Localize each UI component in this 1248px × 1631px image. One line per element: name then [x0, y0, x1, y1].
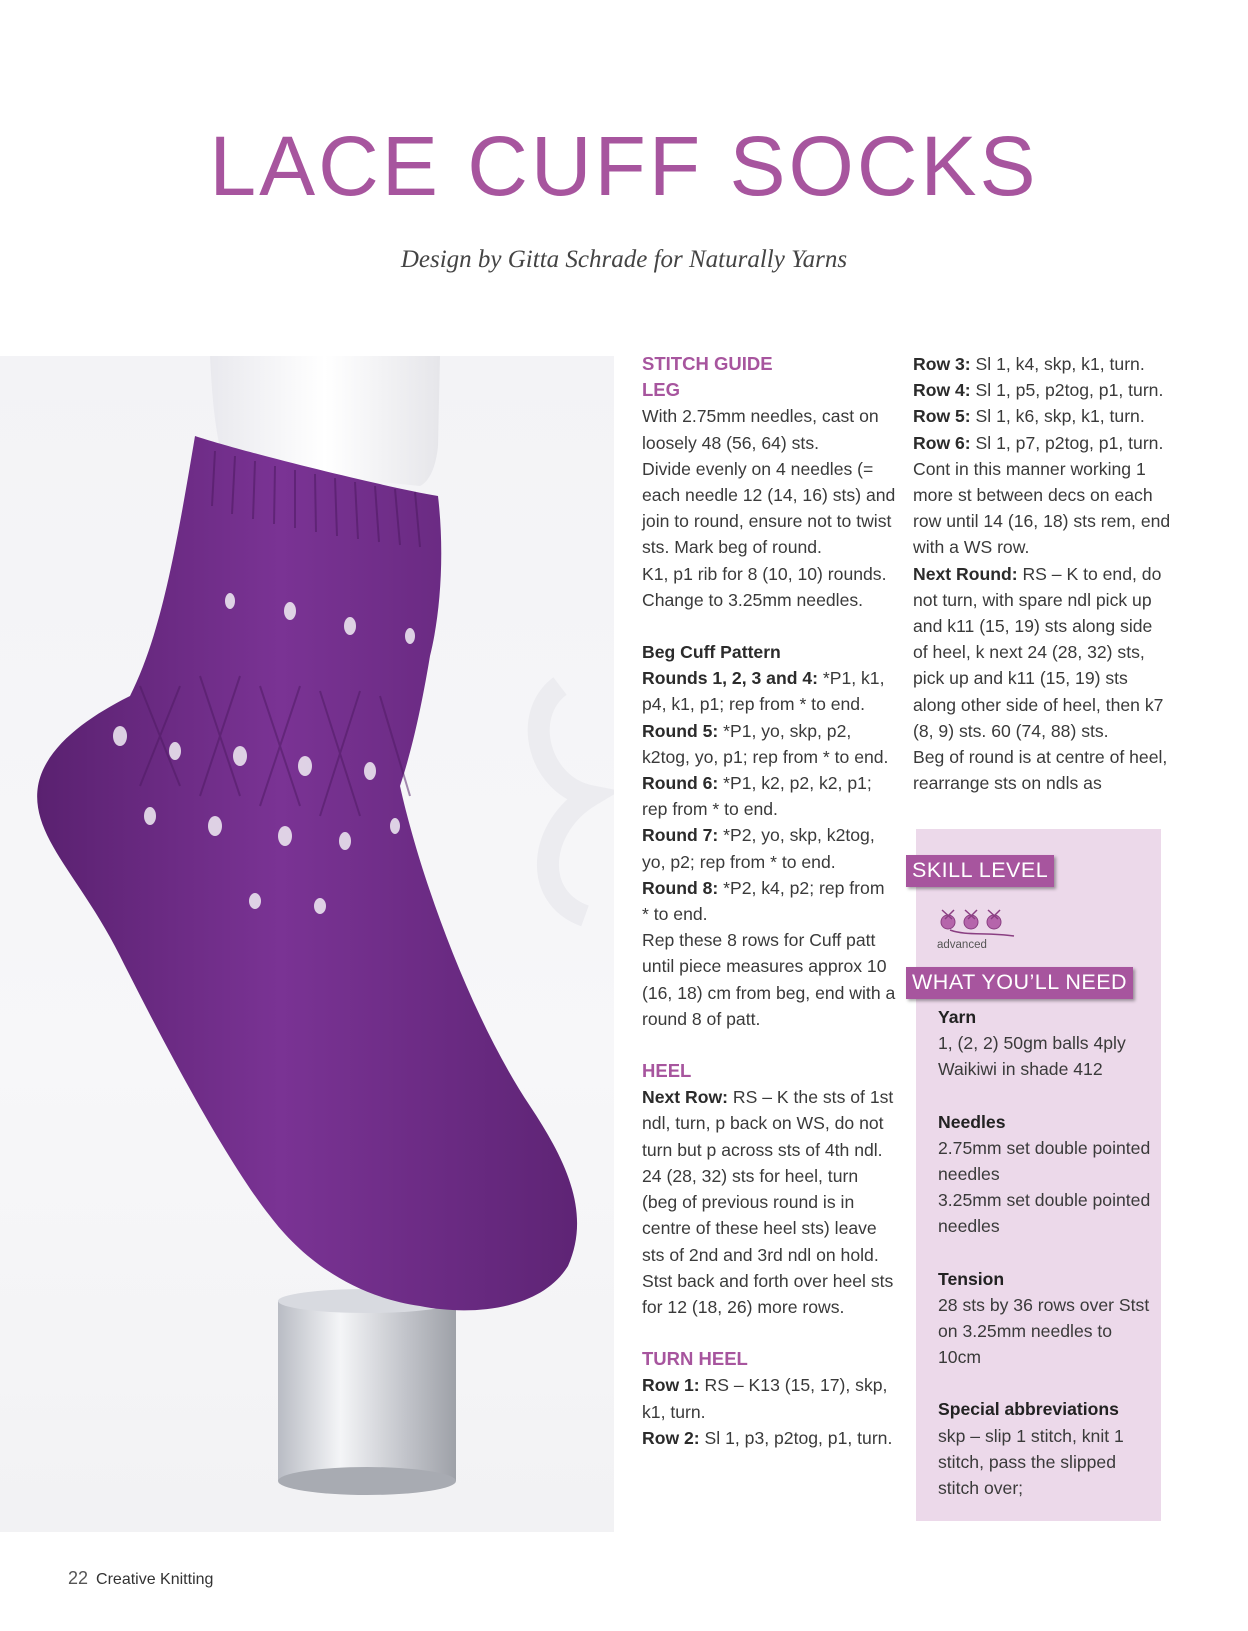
- round-text: *P1, yo, skp, p2, k2tog, yo, p1; rep from * to end.: [642, 720, 889, 767]
- row-text: Sl 1, k4, skp, k1, turn.: [970, 354, 1145, 374]
- row-label: Row 6:: [913, 432, 971, 453]
- yarn-heading: Yarn: [938, 1007, 977, 1027]
- round-label: Round 5:: [642, 720, 719, 741]
- needles-heading: Needles: [938, 1111, 1006, 1132]
- what-you-need-heading: WHAT YOU’LL NEED: [906, 967, 1133, 999]
- pattern-column-1: [642, 351, 896, 1451]
- row-label: Row 4:: [913, 380, 971, 401]
- pattern-column-2: [913, 351, 1171, 796]
- heel-instructions: Stst back and forth over heel sts for 12 (18, 26) more rows.: [642, 1270, 894, 1317]
- yarn-balls-icon: [936, 902, 1018, 940]
- materials-list: [938, 1004, 1153, 1501]
- row-label: Row 3:: [913, 354, 971, 374]
- round-text: *P2, yo, skp, k2tog, yo, p2; rep from * to end.: [642, 825, 875, 872]
- round-label: Round 8:: [642, 877, 719, 898]
- leg-heading: LEG: [642, 379, 681, 401]
- needles-text: 3.25mm set double pointed needles: [938, 1190, 1151, 1237]
- abbreviations-heading: Special abbreviations: [938, 1399, 1119, 1420]
- page-title: LACE CUFF SOCKS: [209, 119, 1039, 213]
- round-label: Rounds 1, 2, 3 and 4:: [642, 668, 818, 689]
- magazine-name: Creative Knitting: [96, 1571, 214, 1588]
- yarn-text: 1, (2, 2) 50gm balls 4ply Waikiwi in shade 412: [938, 1033, 1126, 1080]
- row-text: Sl 1, p7, p2tog, p1, turn.: [970, 432, 1164, 453]
- round-text: *P2, k4, p2; rep from * to end.: [642, 877, 885, 925]
- sock-photo: [0, 356, 614, 1532]
- tension-heading: Tension: [938, 1268, 1005, 1289]
- row-text: Sl 1, p3, p2tog, p1, turn.: [699, 1427, 893, 1448]
- abbreviations-text: skp – slip 1 stitch, knit 1 stitch, pass the slipped stitch over;: [938, 1425, 1124, 1499]
- leg-instructions: With 2.75mm needles, cast on loosely 48 (56, 64) sts.: [642, 406, 879, 453]
- row-label: Row 5:: [913, 406, 971, 427]
- row-text: RS – K to end, do not turn, with spare ndl pick up and k11 (15, 19) sts along side of heel, k next 24 (28, 32) sts, pick up and k11 (15, 19) sts along other side of heel, then k7 (8, 9) sts. 60 (74, 88) sts.: [913, 563, 1164, 741]
- row-text: RS – K13 (15, 17), skp, k1, turn.: [642, 1375, 888, 1422]
- row-text: Sl 1, p5, p2tog, p1, turn.: [970, 380, 1164, 401]
- row-label: Next Round:: [913, 563, 1018, 584]
- leg-instructions: K1, p1 rib for 8 (10, 10) rounds. Change to 3.25mm needles.: [642, 563, 887, 610]
- turn-heel-heading: TURN HEEL: [642, 1348, 748, 1370]
- leg-instructions: Divide evenly on 4 needles (= each needle 12 (14, 16) sts) and join to round, ensure not to twist sts. Mark beg of round.: [642, 458, 896, 558]
- round-label: Round 6:: [642, 773, 719, 794]
- skill-level-value: advanced: [937, 939, 987, 951]
- needles-text: 2.75mm set double pointed needles: [938, 1137, 1151, 1185]
- round-label: Round 7:: [642, 825, 719, 846]
- repeat-instructions: Rep these 8 rows for Cuff patt until piece measures approx 10 (16, 18) cm from beg, end with a round 8 of patt.: [642, 930, 896, 1029]
- stitch-guide-heading: STITCH GUIDE: [642, 353, 773, 374]
- page-footer: [68, 1568, 213, 1589]
- round-text: *P1, k1, p4, k1, p1; rep from * to end.: [642, 668, 885, 715]
- row-label: Row 1:: [642, 1375, 700, 1396]
- skill-level-heading: SKILL LEVEL: [906, 855, 1054, 887]
- page-number: 22: [68, 1568, 89, 1588]
- rearrange-instructions: Beg of round is at centre of heel, rearrange sts on ndls as: [913, 747, 1168, 794]
- cuff-pattern-heading: Beg Cuff Pattern: [642, 642, 781, 663]
- row-label: Next Row:: [642, 1087, 729, 1108]
- round-text: *P1, k2, p2, k2, p1; rep from * to end.: [642, 773, 872, 820]
- tension-text: 28 sts by 36 rows over Stst on 3.25mm needles to 10cm: [938, 1294, 1150, 1368]
- byline: Design by Gitta Schrade for Naturally Yarns: [400, 246, 848, 273]
- row-text: RS – K the sts of 1st ndl, turn, p back on WS, do not turn but p across sts of 4th ndl. 24 (28, 32) sts for heel, turn (beg of previous round is in centre of these heel sts) leave sts of 2nd and 3rd ndl on hold.: [642, 1087, 894, 1265]
- row-text: Sl 1, k6, skp, k1, turn.: [970, 406, 1145, 427]
- continue-instructions: Cont in this manner working 1 more st between decs on each row until 14 (16, 18) sts rem, end with a WS row.: [913, 458, 1171, 558]
- row-label: Row 2:: [642, 1427, 700, 1448]
- sock-illustration: [0, 356, 614, 1532]
- heel-heading: HEEL: [642, 1060, 692, 1082]
